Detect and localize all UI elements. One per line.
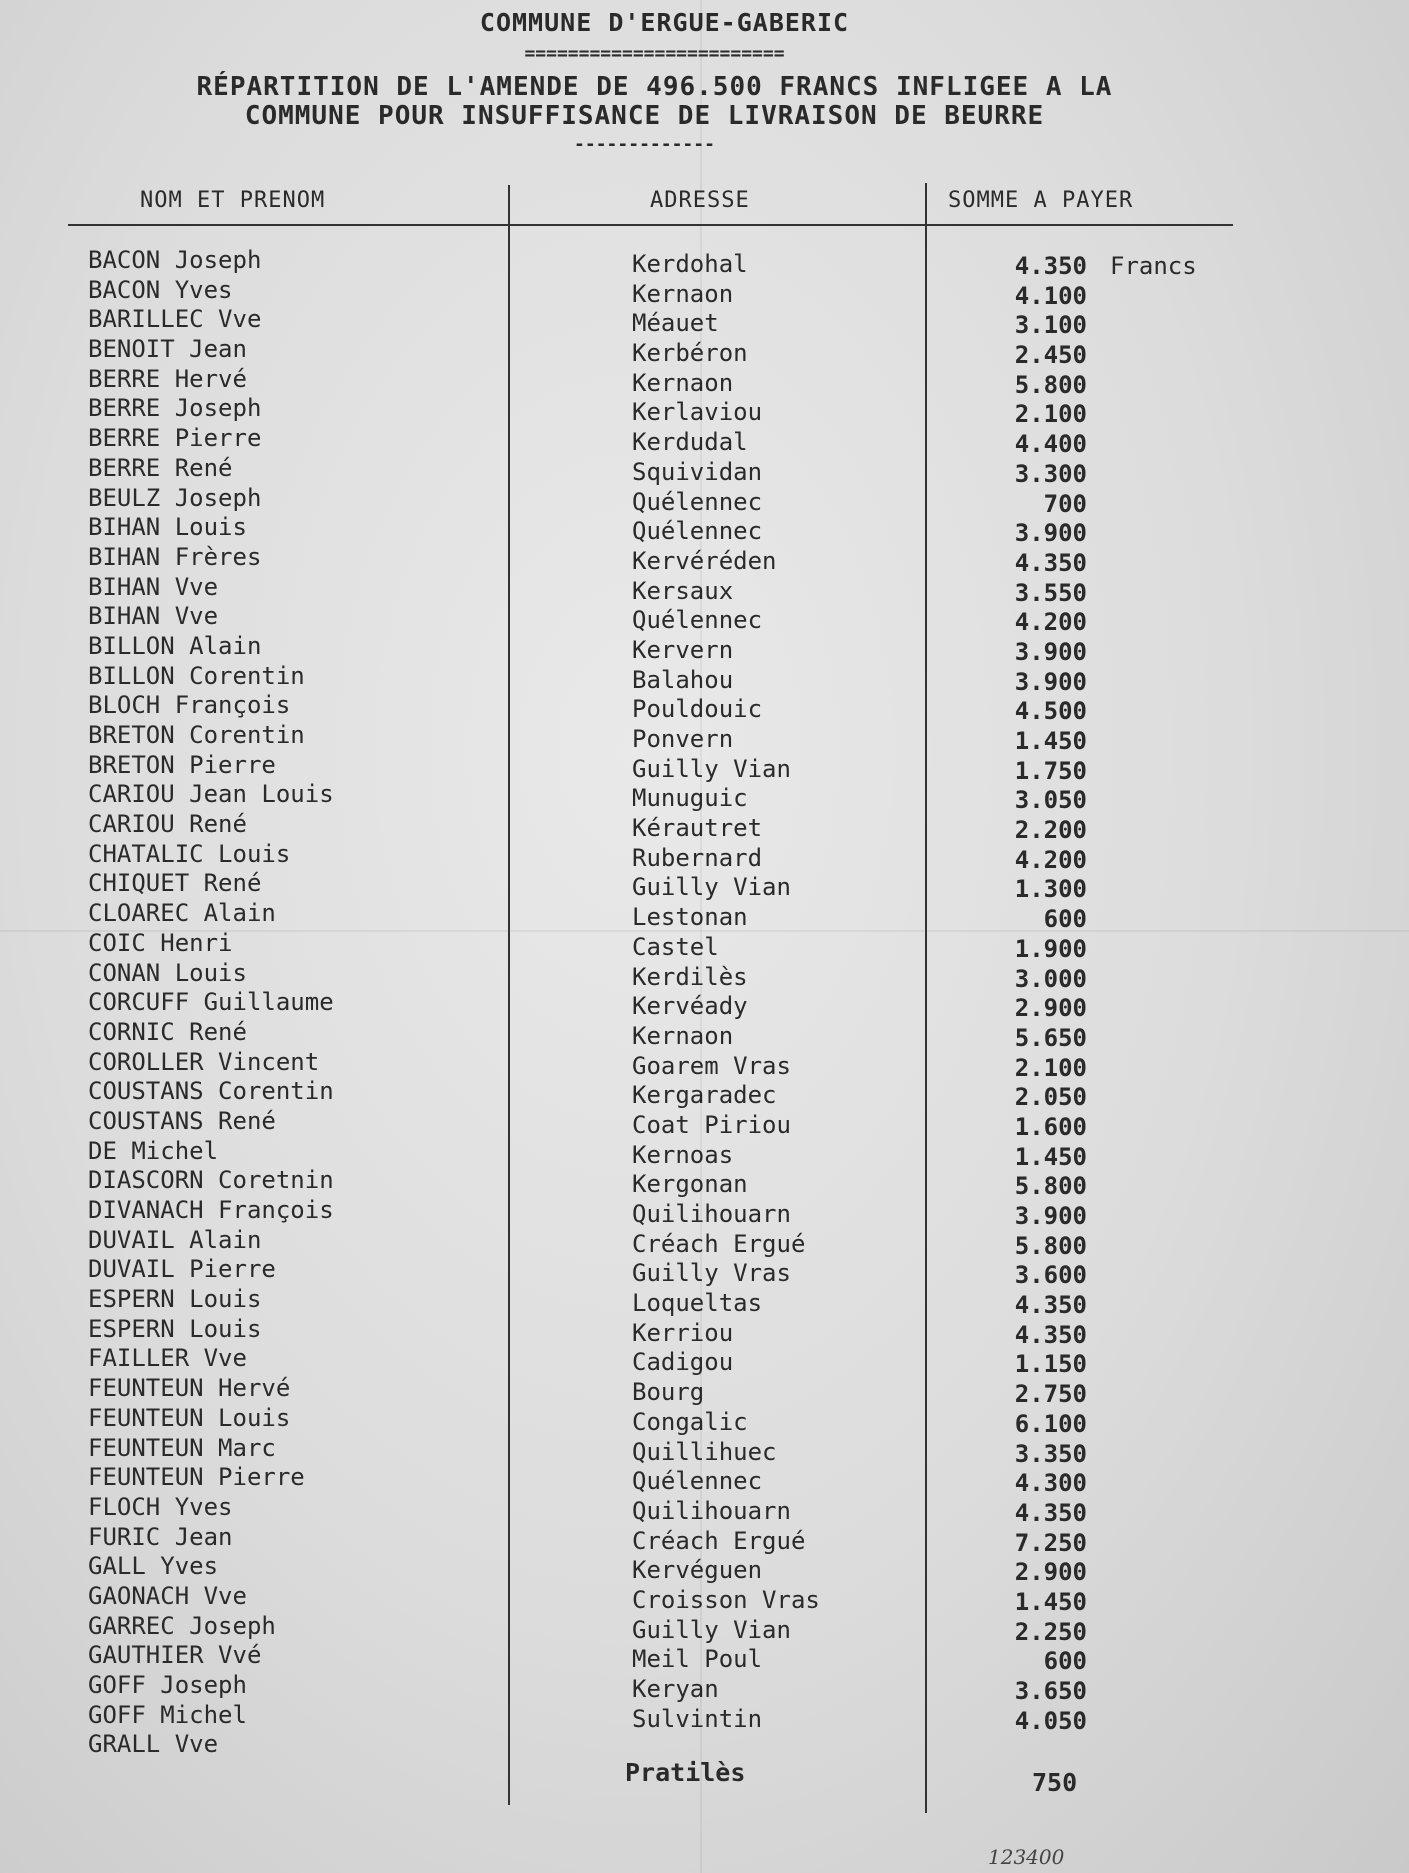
table-row [0,453,1409,488]
row-name: BACON Joseph [88,246,262,274]
row-amount: 2.450 [1014,341,1087,370]
row-name: GAUTHIER Vvé [88,1641,262,1670]
row-address: Keryan [632,1675,719,1703]
row-name: ESPERN Louis [88,1285,262,1314]
table-row [0,1225,1409,1260]
row-amount: 3.600 [1014,1261,1087,1290]
row-name: BEULZ Joseph [88,483,262,512]
table-row [0,988,1409,1023]
row-address: Méauet [632,309,719,338]
table-row [0,810,1409,845]
row-name: BIHAN Vve [88,602,219,631]
row-amount: 1.150 [1014,1350,1087,1379]
row-address: Kervéady [632,992,748,1021]
subtitle-underline: ------------- [574,134,715,155]
row-amount: 700 [1043,489,1087,518]
row-address: Squividan [632,457,763,486]
row-name: FEUNTEUN Louis [88,1403,291,1432]
row-name: BARILLEC Vve [88,305,262,334]
table-row [0,1374,1409,1409]
table-row [0,1463,1409,1498]
row-amount: 3.550 [1014,578,1087,607]
row-amount: 3.350 [1014,1439,1087,1468]
row-address: Sulvintin [632,1704,763,1733]
row-address: Quilihouarn [632,1200,791,1228]
row-amount: 3.900 [1014,637,1087,666]
row-address: Kerdohal [632,250,748,278]
row-name: DUVAIL Alain [88,1225,262,1254]
row-amount: 1.300 [1014,875,1087,904]
row-amount: 4.350 [1014,1320,1087,1349]
row-address: Meil Poul [632,1645,763,1674]
table-row [0,1136,1409,1171]
table-row [0,1166,1409,1201]
row-address: Kergaradec [632,1081,777,1110]
document-title-line-2: COMMUNE POUR INSUFFISANCE DE LIVRAISON DE BEURRE [244,101,1045,131]
row-name: FEUNTEUN Marc [88,1433,276,1462]
row-amount: 1.450 [1014,727,1087,755]
row-address: Kernaon [632,279,734,308]
row-amount: 4.350 [1014,548,1087,577]
table-row [0,1700,1409,1735]
row-name: GOFF Michel [88,1700,247,1729]
row-name: FEUNTEUN Pierre [88,1463,305,1492]
row-address: Cadigou [632,1348,734,1377]
table-row [0,899,1409,934]
table-row [0,1641,1409,1676]
table-row [0,1522,1409,1557]
row-amount: 1.750 [1014,756,1087,785]
row-name: BIHAN Frères [88,542,262,571]
row-name: BLOCH François [88,691,291,720]
table-row [0,928,1409,963]
row-amount: 4.050 [1014,1706,1087,1735]
row-amount: 3.100 [1014,311,1087,340]
row-name: COROLLER Vincent [88,1047,320,1076]
table-body [0,246,1409,1760]
row-address: Quélennec [632,517,763,546]
table-row [0,1433,1409,1468]
column-header-address: ADRESSE [650,188,750,213]
row-name: CHATALIC Louis [88,839,291,868]
row-name: GALL Yves [88,1552,219,1581]
last-amount: 750 [1032,1768,1078,1797]
row-name: CLOAREC Alain [88,899,276,928]
table-row [0,1314,1409,1349]
row-address: Quélennec [632,606,763,635]
row-amount: 7.250 [1014,1528,1087,1557]
row-amount: 3.300 [1014,459,1087,488]
row-amount: 4.200 [1014,845,1087,874]
row-address: Kergonan [632,1170,748,1199]
row-name: BERRE Pierre [88,424,262,453]
row-name: ESPERN Louis [88,1314,262,1343]
row-amount: 1.450 [1014,1587,1087,1616]
row-address: Castel [632,932,719,961]
row-amount: 2.100 [1014,400,1087,429]
currency-unit: Francs [1110,252,1197,280]
row-amount: 3.650 [1014,1677,1087,1705]
row-amount: 600 [1043,905,1087,934]
row-name: BENOIT Jean [88,335,247,364]
row-amount: 4.350 [1014,252,1087,280]
row-name: BACON Yves [88,275,233,304]
row-address: Guilly Vian [632,754,791,783]
row-address: Quélennec [632,487,763,516]
row-amount: 3.050 [1014,786,1087,815]
table-row [0,780,1409,815]
row-amount: 4.300 [1014,1469,1087,1498]
row-amount: 4.200 [1014,608,1087,637]
row-name: DE Michel [88,1136,219,1165]
table-row [0,1671,1409,1705]
row-amount: 6.100 [1014,1409,1087,1438]
row-amount: 5.800 [1014,1172,1087,1201]
row-address: Coat Piriou [632,1110,791,1139]
row-address: Kerriou [632,1318,734,1347]
table-row [0,335,1409,370]
table-row [0,1403,1409,1438]
row-amount: 3.900 [1014,519,1087,548]
table-row [0,1047,1409,1082]
row-amount: 1.900 [1014,934,1087,963]
table-row [0,424,1409,459]
table-row [0,1285,1409,1320]
row-address: Kervéguen [632,1556,763,1585]
column-header-name: NOM ET PRENOM [140,188,326,213]
row-name: BRETON Corentin [88,721,305,749]
row-amount: 5.800 [1014,370,1087,399]
row-name: FLOCH Yves [88,1492,233,1521]
row-name: BIHAN Louis [88,513,247,542]
table-row [0,513,1409,548]
row-name: COIC Henri [88,928,233,957]
table-row [0,1017,1409,1052]
row-address: Rubernard [632,843,763,872]
row-name: CARIOU Jean Louis [88,780,334,809]
title-underline: ======================== [524,43,785,64]
table-row [0,364,1409,399]
row-amount: 1.600 [1014,1112,1087,1141]
table-row [0,572,1409,607]
row-name: BERRE René [88,453,233,482]
row-amount: 2.050 [1014,1083,1087,1112]
row-amount: 4.500 [1014,697,1087,726]
row-amount: 600 [1043,1647,1087,1676]
row-address: Kernaon [632,1021,734,1050]
row-address: Kerbéron [632,339,748,368]
row-name: BERRE Joseph [88,394,262,423]
row-amount: 3.900 [1014,1202,1087,1230]
row-name: GOFF Joseph [88,1671,247,1699]
row-name: BRETON Pierre [88,750,276,779]
table-row [0,869,1409,904]
row-amount: 2.250 [1014,1617,1087,1646]
table-row [0,542,1409,577]
row-address: Kernoas [632,1140,734,1169]
table-row [0,721,1409,755]
table-row [0,1255,1409,1290]
document-title-line-1: RÉPARTITION DE L'AMENDE DE 496.500 FRANCS INFLIGEE A LA [196,72,1113,102]
table-row [0,1077,1409,1112]
row-address: Ponvern [632,725,734,753]
row-name: BILLON Alain [88,631,262,660]
table-row [0,631,1409,666]
row-address: Kerlaviou [632,398,763,427]
row-address: Pouldouic [632,695,763,724]
table-row [0,1492,1409,1527]
handwritten-total: 123400 [988,1845,1065,1869]
row-address: Quélennec [632,1467,763,1496]
row-address: Quilihouarn [632,1496,791,1525]
row-amount: 4.100 [1014,281,1087,310]
row-amount: 2.200 [1014,816,1087,845]
row-amount: 4.400 [1014,430,1087,459]
row-amount: 1.450 [1014,1142,1087,1171]
table-row [0,1581,1409,1616]
header-rule [68,224,1233,226]
table-row [0,275,1409,310]
row-address: Kersaux [632,576,734,605]
row-amount: 2.900 [1014,1558,1087,1587]
row-address: Goarem Vras [632,1051,791,1080]
table-row [0,691,1409,726]
row-address: Loqueltas [632,1289,763,1318]
row-name: BERRE Hervé [88,364,247,393]
table-row [0,1344,1409,1379]
row-address: Croisson Vras [632,1585,820,1614]
table-row [0,958,1409,993]
row-name: DIVANACH François [88,1196,334,1224]
row-name: BIHAN Vve [88,572,219,601]
row-name: BILLON Corentin [88,661,305,690]
row-name: GRALL Vve [88,1730,219,1759]
row-amount: 2.100 [1014,1053,1087,1082]
row-amount: 5.650 [1014,1023,1087,1052]
row-address: Guilly Vras [632,1259,791,1288]
row-address: Bourg [632,1378,705,1407]
row-amount: 5.800 [1014,1231,1087,1260]
row-amount: 3.900 [1014,667,1087,696]
table-row [0,750,1409,785]
row-address: Kerdudal [632,428,748,457]
row-name: CHIQUET René [88,869,262,898]
table-row [0,661,1409,696]
row-amount: 3.000 [1014,964,1087,993]
row-address: Kerdilès [632,962,748,991]
table-row [0,1552,1409,1587]
row-amount: 2.900 [1014,994,1087,1023]
row-name: CARIOU René [88,810,247,839]
row-name: DUVAIL Pierre [88,1255,276,1284]
row-amount: 4.350 [1014,1498,1087,1527]
table-row [0,305,1409,340]
column-header-amount: SOMME A PAYER [948,188,1134,213]
table-row [0,246,1409,280]
table-row [0,1611,1409,1646]
commune-title: COMMUNE D'ERGUE-GABERIC [479,8,850,37]
row-name: GARREC Joseph [88,1611,276,1640]
table-row [0,1196,1409,1230]
row-address: Munuguic [632,784,748,813]
row-address: Kervéréden [632,546,777,575]
row-amount: 4.350 [1014,1291,1087,1320]
row-address: Créach Ergué [632,1229,806,1258]
table-row [0,602,1409,637]
row-address: Congalic [632,1407,748,1436]
table-row [0,394,1409,429]
row-name: COUSTANS Corentin [88,1077,334,1106]
row-address: Guilly Vian [632,873,791,902]
row-address: Quillihuec [632,1437,777,1466]
row-address: Kérautret [632,814,763,843]
row-address: Balahou [632,665,734,694]
table-row [0,1106,1409,1141]
table-row [0,839,1409,874]
row-address: Lestonan [632,903,748,932]
table-row [0,483,1409,518]
row-address: Créach Ergué [632,1526,806,1555]
row-name: DIASCORN Coretnin [88,1166,334,1195]
row-name: CORCUFF Guillaume [88,988,334,1017]
row-amount: 2.750 [1014,1380,1087,1409]
row-address: Kervern [632,635,734,664]
row-name: CORNIC René [88,1017,247,1046]
row-name: FEUNTEUN Hervé [88,1374,291,1403]
row-address: Guilly Vian [632,1615,791,1644]
last-address: Pratilès [625,1758,746,1787]
row-address: Kernaon [632,368,734,397]
row-name: FAILLER Vve [88,1344,247,1373]
row-name: GAONACH Vve [88,1581,247,1610]
row-name: FURIC Jean [88,1522,233,1551]
row-name: COUSTANS René [88,1106,276,1135]
row-name: CONAN Louis [88,958,247,987]
table-row [0,1730,1409,1760]
